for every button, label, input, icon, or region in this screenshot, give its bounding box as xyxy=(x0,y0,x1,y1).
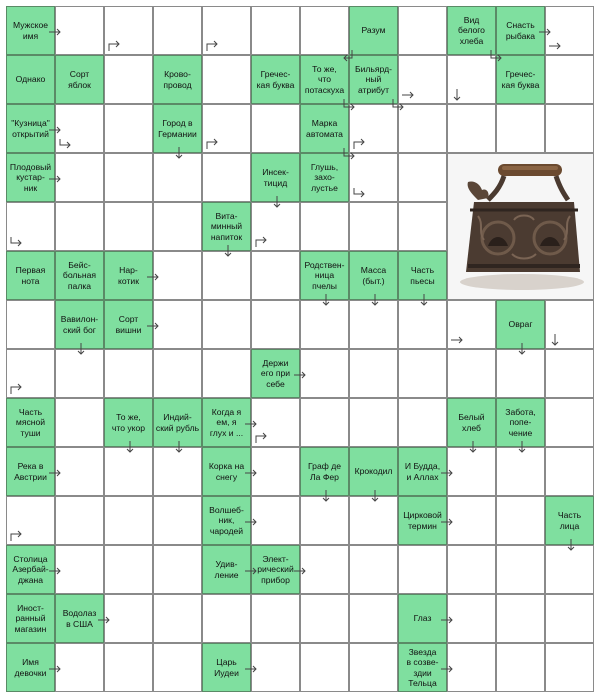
clue-cell-c16 xyxy=(251,153,300,202)
clue-text: Снасть рыбака xyxy=(505,20,536,41)
answer-cell[interactable] xyxy=(496,545,545,594)
clue-cell-c24 xyxy=(398,251,447,300)
clue-cell-c9 xyxy=(300,55,349,104)
answer-cell[interactable] xyxy=(349,594,398,643)
clue-text: Бейс- больная палка xyxy=(62,260,97,291)
clue-cell-c1 xyxy=(6,6,55,55)
answer-cell[interactable] xyxy=(153,594,202,643)
clue-text: Элект- рический прибор xyxy=(257,554,294,585)
answer-cell[interactable] xyxy=(202,55,251,104)
clue-cell-c19 xyxy=(6,251,55,300)
answer-cell[interactable] xyxy=(251,398,300,447)
answer-cell[interactable] xyxy=(398,104,447,153)
answer-cell[interactable] xyxy=(202,300,251,349)
clue-cell-c17 xyxy=(300,153,349,202)
answer-cell[interactable] xyxy=(251,251,300,300)
clue-cell-c4 xyxy=(496,6,545,55)
answer-cell[interactable] xyxy=(349,202,398,251)
clue-text: Белый хлеб xyxy=(458,412,485,433)
answer-cell[interactable] xyxy=(153,6,202,55)
clue-text: Часть лица xyxy=(557,510,582,531)
clue-cell-c31 xyxy=(153,398,202,447)
answer-cell[interactable] xyxy=(55,202,104,251)
answer-cell[interactable] xyxy=(104,202,153,251)
clue-cell-c46 xyxy=(6,594,55,643)
clue-cell-c42 xyxy=(545,496,594,545)
clue-cell-c32 xyxy=(202,398,251,447)
answer-cell[interactable] xyxy=(447,300,496,349)
clue-text: Глушь, захо- лустье xyxy=(310,162,339,193)
clue-text: Звезда в созве- здии Тельца xyxy=(406,646,439,688)
answer-cell[interactable] xyxy=(447,496,496,545)
answer-cell[interactable] xyxy=(300,643,349,692)
answer-cell[interactable] xyxy=(104,6,153,55)
clue-cell-c36 xyxy=(202,447,251,496)
clue-text: Держи его при себе xyxy=(260,358,291,389)
clue-text: Водолаз в США xyxy=(62,608,97,629)
clue-cell-c13 xyxy=(153,104,202,153)
clue-cell-c40 xyxy=(202,496,251,545)
answer-cell[interactable] xyxy=(251,643,300,692)
answer-cell[interactable] xyxy=(349,104,398,153)
clue-text: Бильярд- ный атрибут xyxy=(354,64,393,95)
answer-cell[interactable] xyxy=(55,104,104,153)
answer-cell[interactable] xyxy=(104,349,153,398)
clue-text: Крово- провод xyxy=(163,69,192,90)
clue-text: Река в Австрии xyxy=(14,461,47,482)
answer-cell[interactable] xyxy=(545,104,594,153)
answer-cell[interactable] xyxy=(398,55,447,104)
answer-cell[interactable] xyxy=(398,398,447,447)
answer-cell[interactable] xyxy=(55,496,104,545)
answer-cell[interactable] xyxy=(153,153,202,202)
answer-cell[interactable] xyxy=(300,496,349,545)
answer-cell[interactable] xyxy=(349,643,398,692)
answer-cell[interactable] xyxy=(104,545,153,594)
answer-cell[interactable] xyxy=(251,447,300,496)
answer-cell[interactable] xyxy=(153,251,202,300)
clue-text: Вид белого хлеба xyxy=(458,15,485,46)
antique-cast-iron-image xyxy=(448,154,594,300)
clue-text: Вита- минный напиток xyxy=(210,211,243,242)
answer-cell[interactable] xyxy=(6,300,55,349)
answer-cell[interactable] xyxy=(447,104,496,153)
clue-cell-c21 xyxy=(104,251,153,300)
answer-cell[interactable] xyxy=(447,643,496,692)
clue-text: Первая нота xyxy=(15,265,46,286)
clue-text: Овраг xyxy=(508,319,533,330)
answer-cell[interactable] xyxy=(545,545,594,594)
clue-text: Глаз xyxy=(413,613,432,624)
answer-cell[interactable] xyxy=(104,643,153,692)
clue-text: Когда я ем, я глух и ... xyxy=(209,407,244,438)
answer-cell[interactable] xyxy=(300,398,349,447)
answer-cell[interactable] xyxy=(398,300,447,349)
clue-text: Город в Германии xyxy=(158,118,197,139)
answer-cell[interactable] xyxy=(55,545,104,594)
clue-text: Иност- ранный магазин xyxy=(14,603,47,634)
answer-cell[interactable] xyxy=(300,349,349,398)
clue-cell-c10 xyxy=(349,55,398,104)
clue-text: Часть пьесы xyxy=(410,265,435,286)
clue-cell-c11 xyxy=(496,55,545,104)
answer-cell[interactable] xyxy=(104,496,153,545)
clue-text: Корка на снегу xyxy=(208,461,245,482)
answer-cell[interactable] xyxy=(545,349,594,398)
answer-cell[interactable] xyxy=(496,104,545,153)
answer-cell[interactable] xyxy=(545,594,594,643)
answer-cell[interactable] xyxy=(153,545,202,594)
answer-cell[interactable] xyxy=(251,496,300,545)
clue-text: Мужское имя xyxy=(12,20,49,41)
answer-cell[interactable] xyxy=(202,104,251,153)
clue-cell-c28 xyxy=(251,349,300,398)
clue-cell-c47 xyxy=(55,594,104,643)
answer-cell[interactable] xyxy=(251,300,300,349)
answer-cell[interactable] xyxy=(349,496,398,545)
clue-text: Забота, попе- чение xyxy=(505,407,536,438)
answer-cell[interactable] xyxy=(398,349,447,398)
clue-cell-c18 xyxy=(202,202,251,251)
clue-text: То же, что укор xyxy=(111,412,146,433)
crossword-grid xyxy=(6,6,594,692)
clue-cell-c45 xyxy=(251,545,300,594)
answer-cell[interactable] xyxy=(447,55,496,104)
clue-cell-c34 xyxy=(496,398,545,447)
clue-text: Столица Азербай- джана xyxy=(12,554,49,585)
answer-cell[interactable] xyxy=(251,104,300,153)
answer-cell[interactable] xyxy=(104,594,153,643)
clue-cell-c8 xyxy=(251,55,300,104)
clue-cell-c30 xyxy=(104,398,153,447)
answer-cell[interactable] xyxy=(398,6,447,55)
clue-cell-c44 xyxy=(202,545,251,594)
clue-text: Царь Иудеи xyxy=(214,657,239,678)
answer-cell[interactable] xyxy=(349,349,398,398)
clue-cell-c6 xyxy=(55,55,104,104)
clue-text: Удив- ление xyxy=(214,559,239,580)
answer-cell[interactable] xyxy=(202,594,251,643)
clue-cell-c12 xyxy=(6,104,55,153)
clue-cell-c26 xyxy=(104,300,153,349)
clue-text: Часть мясной туши xyxy=(15,407,46,438)
answer-cell[interactable] xyxy=(496,643,545,692)
clue-text: Сорт вишни xyxy=(115,314,142,335)
clue-cell-c39 xyxy=(398,447,447,496)
answer-cell[interactable] xyxy=(251,202,300,251)
answer-cell[interactable] xyxy=(104,104,153,153)
answer-cell[interactable] xyxy=(349,398,398,447)
answer-cell[interactable] xyxy=(496,496,545,545)
clue-text: Гречес- кая буква xyxy=(501,69,540,90)
answer-cell[interactable] xyxy=(55,447,104,496)
answer-cell[interactable] xyxy=(447,545,496,594)
clue-cell-c20 xyxy=(55,251,104,300)
answer-cell[interactable] xyxy=(349,153,398,202)
clue-cell-c29 xyxy=(6,398,55,447)
clue-text: Волшеб- ник, чародей xyxy=(209,505,244,536)
clue-cell-c14 xyxy=(300,104,349,153)
answer-cell[interactable] xyxy=(398,202,447,251)
answer-cell[interactable] xyxy=(496,594,545,643)
answer-cell[interactable] xyxy=(545,55,594,104)
clue-cell-c27 xyxy=(496,300,545,349)
clue-cell-c35 xyxy=(6,447,55,496)
clue-cell-c50 xyxy=(202,643,251,692)
answer-cell[interactable] xyxy=(545,643,594,692)
clue-text: Разум xyxy=(361,25,386,36)
answer-cell[interactable] xyxy=(55,398,104,447)
clue-cell-c25 xyxy=(55,300,104,349)
answer-cell[interactable] xyxy=(6,202,55,251)
answer-cell[interactable] xyxy=(545,300,594,349)
clue-cell-c5 xyxy=(6,55,55,104)
answer-cell[interactable] xyxy=(496,447,545,496)
clue-text: "Кузница" открытий xyxy=(11,118,50,139)
cast-iron-image xyxy=(447,153,594,300)
answer-cell[interactable] xyxy=(153,643,202,692)
answer-cell[interactable] xyxy=(398,545,447,594)
answer-cell[interactable] xyxy=(447,594,496,643)
answer-cell[interactable] xyxy=(447,447,496,496)
clue-text: Марка автомата xyxy=(306,118,343,139)
answer-cell[interactable] xyxy=(251,6,300,55)
clue-cell-c38 xyxy=(349,447,398,496)
clue-text: Родствен- ница пчелы xyxy=(304,260,345,291)
clue-cell-c37 xyxy=(300,447,349,496)
answer-cell[interactable] xyxy=(104,447,153,496)
answer-cell[interactable] xyxy=(300,300,349,349)
answer-cell[interactable] xyxy=(300,594,349,643)
clue-cell-c51 xyxy=(398,643,447,692)
clue-cell-c48 xyxy=(398,594,447,643)
answer-cell[interactable] xyxy=(447,349,496,398)
clue-text: Индий- ский рубль xyxy=(155,412,200,433)
answer-cell[interactable] xyxy=(202,153,251,202)
answer-cell[interactable] xyxy=(104,153,153,202)
answer-cell[interactable] xyxy=(300,545,349,594)
answer-cell[interactable] xyxy=(300,6,349,55)
answer-cell[interactable] xyxy=(349,300,398,349)
clue-text: Цирковой термин xyxy=(403,510,442,531)
clue-text: Гречес- кая буква xyxy=(256,69,295,90)
clue-cell-c49 xyxy=(6,643,55,692)
clue-cell-c41 xyxy=(398,496,447,545)
clue-text: Инсек- тицид xyxy=(262,167,289,188)
answer-cell[interactable] xyxy=(398,153,447,202)
clue-cell-c43 xyxy=(6,545,55,594)
clue-text: Однако xyxy=(15,74,46,85)
clue-text: Плодовый кустар- ник xyxy=(9,162,52,193)
answer-cell[interactable] xyxy=(153,349,202,398)
answer-cell[interactable] xyxy=(153,496,202,545)
answer-cell[interactable] xyxy=(153,300,202,349)
clue-cell-c7 xyxy=(153,55,202,104)
clue-text: Сорт яблок xyxy=(68,69,91,90)
answer-cell[interactable] xyxy=(55,6,104,55)
answer-cell[interactable] xyxy=(153,202,202,251)
answer-cell[interactable] xyxy=(55,153,104,202)
answer-cell[interactable] xyxy=(496,349,545,398)
clue-text: То же, что потаскуха xyxy=(304,64,345,95)
clue-text: Вавилон- ский бог xyxy=(60,314,99,335)
clue-cell-c3 xyxy=(447,6,496,55)
clue-cell-c22 xyxy=(300,251,349,300)
clue-cell-c15 xyxy=(6,153,55,202)
answer-cell[interactable] xyxy=(55,643,104,692)
answer-cell[interactable] xyxy=(349,545,398,594)
answer-cell[interactable] xyxy=(300,202,349,251)
answer-cell[interactable] xyxy=(202,251,251,300)
clue-text: Граф де Ла Фер xyxy=(308,461,341,482)
clue-text: Нар- котик xyxy=(118,265,139,286)
clue-cell-c2 xyxy=(349,6,398,55)
clue-text: И Будда, и Аллах xyxy=(404,461,441,482)
clue-cell-c33 xyxy=(447,398,496,447)
answer-cell[interactable] xyxy=(251,594,300,643)
answer-cell[interactable] xyxy=(202,6,251,55)
answer-cell[interactable] xyxy=(104,55,153,104)
answer-cell[interactable] xyxy=(6,496,55,545)
answer-cell[interactable] xyxy=(545,398,594,447)
answer-cell[interactable] xyxy=(153,447,202,496)
answer-cell[interactable] xyxy=(6,349,55,398)
answer-cell[interactable] xyxy=(545,447,594,496)
answer-cell[interactable] xyxy=(202,349,251,398)
clue-cell-c23 xyxy=(349,251,398,300)
answer-cell[interactable] xyxy=(55,349,104,398)
clue-text: Крокодил xyxy=(354,466,393,477)
clue-text: Масса (быт.) xyxy=(360,265,387,286)
answer-cell[interactable] xyxy=(545,6,594,55)
clue-text: Имя девочки xyxy=(14,657,47,678)
